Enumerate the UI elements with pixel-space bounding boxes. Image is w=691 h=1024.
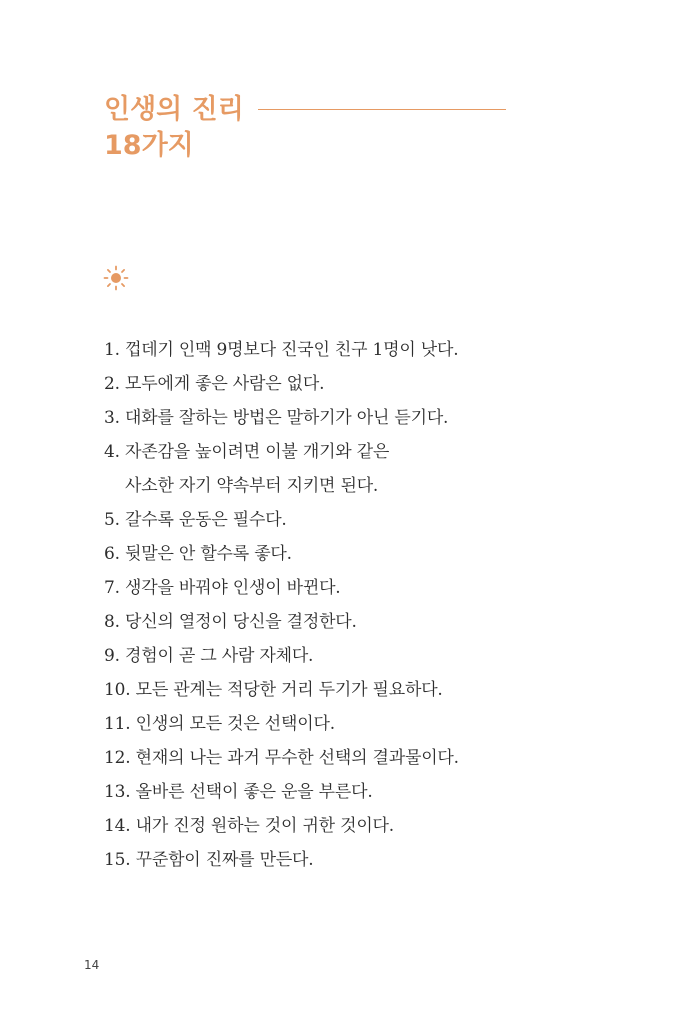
list-item: 6. 뒷말은 안 할수록 좋다.: [104, 544, 292, 564]
page-number: 14: [84, 958, 100, 972]
list-item: 11. 인생의 모든 것은 선택이다.: [104, 714, 335, 734]
sun-icon: [103, 265, 129, 291]
list-item: 10. 모든 관계는 적당한 거리 두기가 필요하다.: [104, 680, 443, 700]
truths-list: [104, 333, 459, 877]
title-divider: [258, 109, 506, 110]
list-item-continuation: 사소한 자기 약속부터 지키면 된다.: [125, 476, 379, 496]
list-item: 8. 당신의 열정이 당신을 결정한다.: [104, 612, 357, 632]
list-item: [104, 435, 459, 503]
list-item: 3. 대화를 잘하는 방법은 말하기가 아닌 듣기다.: [104, 408, 449, 428]
list-item-text: 4. 자존감을 높이려면 이불 개기와 같은: [104, 442, 390, 462]
list-item: 14. 내가 진정 원하는 것이 귀한 것이다.: [104, 816, 394, 836]
list-item: 9. 경험이 곧 그 사람 자체다.: [104, 646, 314, 666]
list-item: 15. 꾸준함이 진짜를 만든다.: [104, 850, 314, 870]
title-line-1: 인생의 진리: [104, 94, 244, 125]
list-item: 5. 갈수록 운동은 필수다.: [104, 510, 287, 530]
list-item: 12. 현재의 나는 과거 무수한 선택의 결과물이다.: [104, 748, 459, 768]
list-item: 2. 모두에게 좋은 사람은 없다.: [104, 374, 325, 394]
list-item: 13. 올바른 선택이 좋은 운을 부른다.: [104, 782, 373, 802]
title-line-2: 18가지: [104, 130, 194, 161]
list-item: 7. 생각을 바꿔야 인생이 바뀐다.: [104, 578, 341, 598]
list-item: 1. 껍데기 인맥 9명보다 진국인 친구 1명이 낫다.: [104, 340, 459, 360]
page-title: [104, 92, 244, 164]
